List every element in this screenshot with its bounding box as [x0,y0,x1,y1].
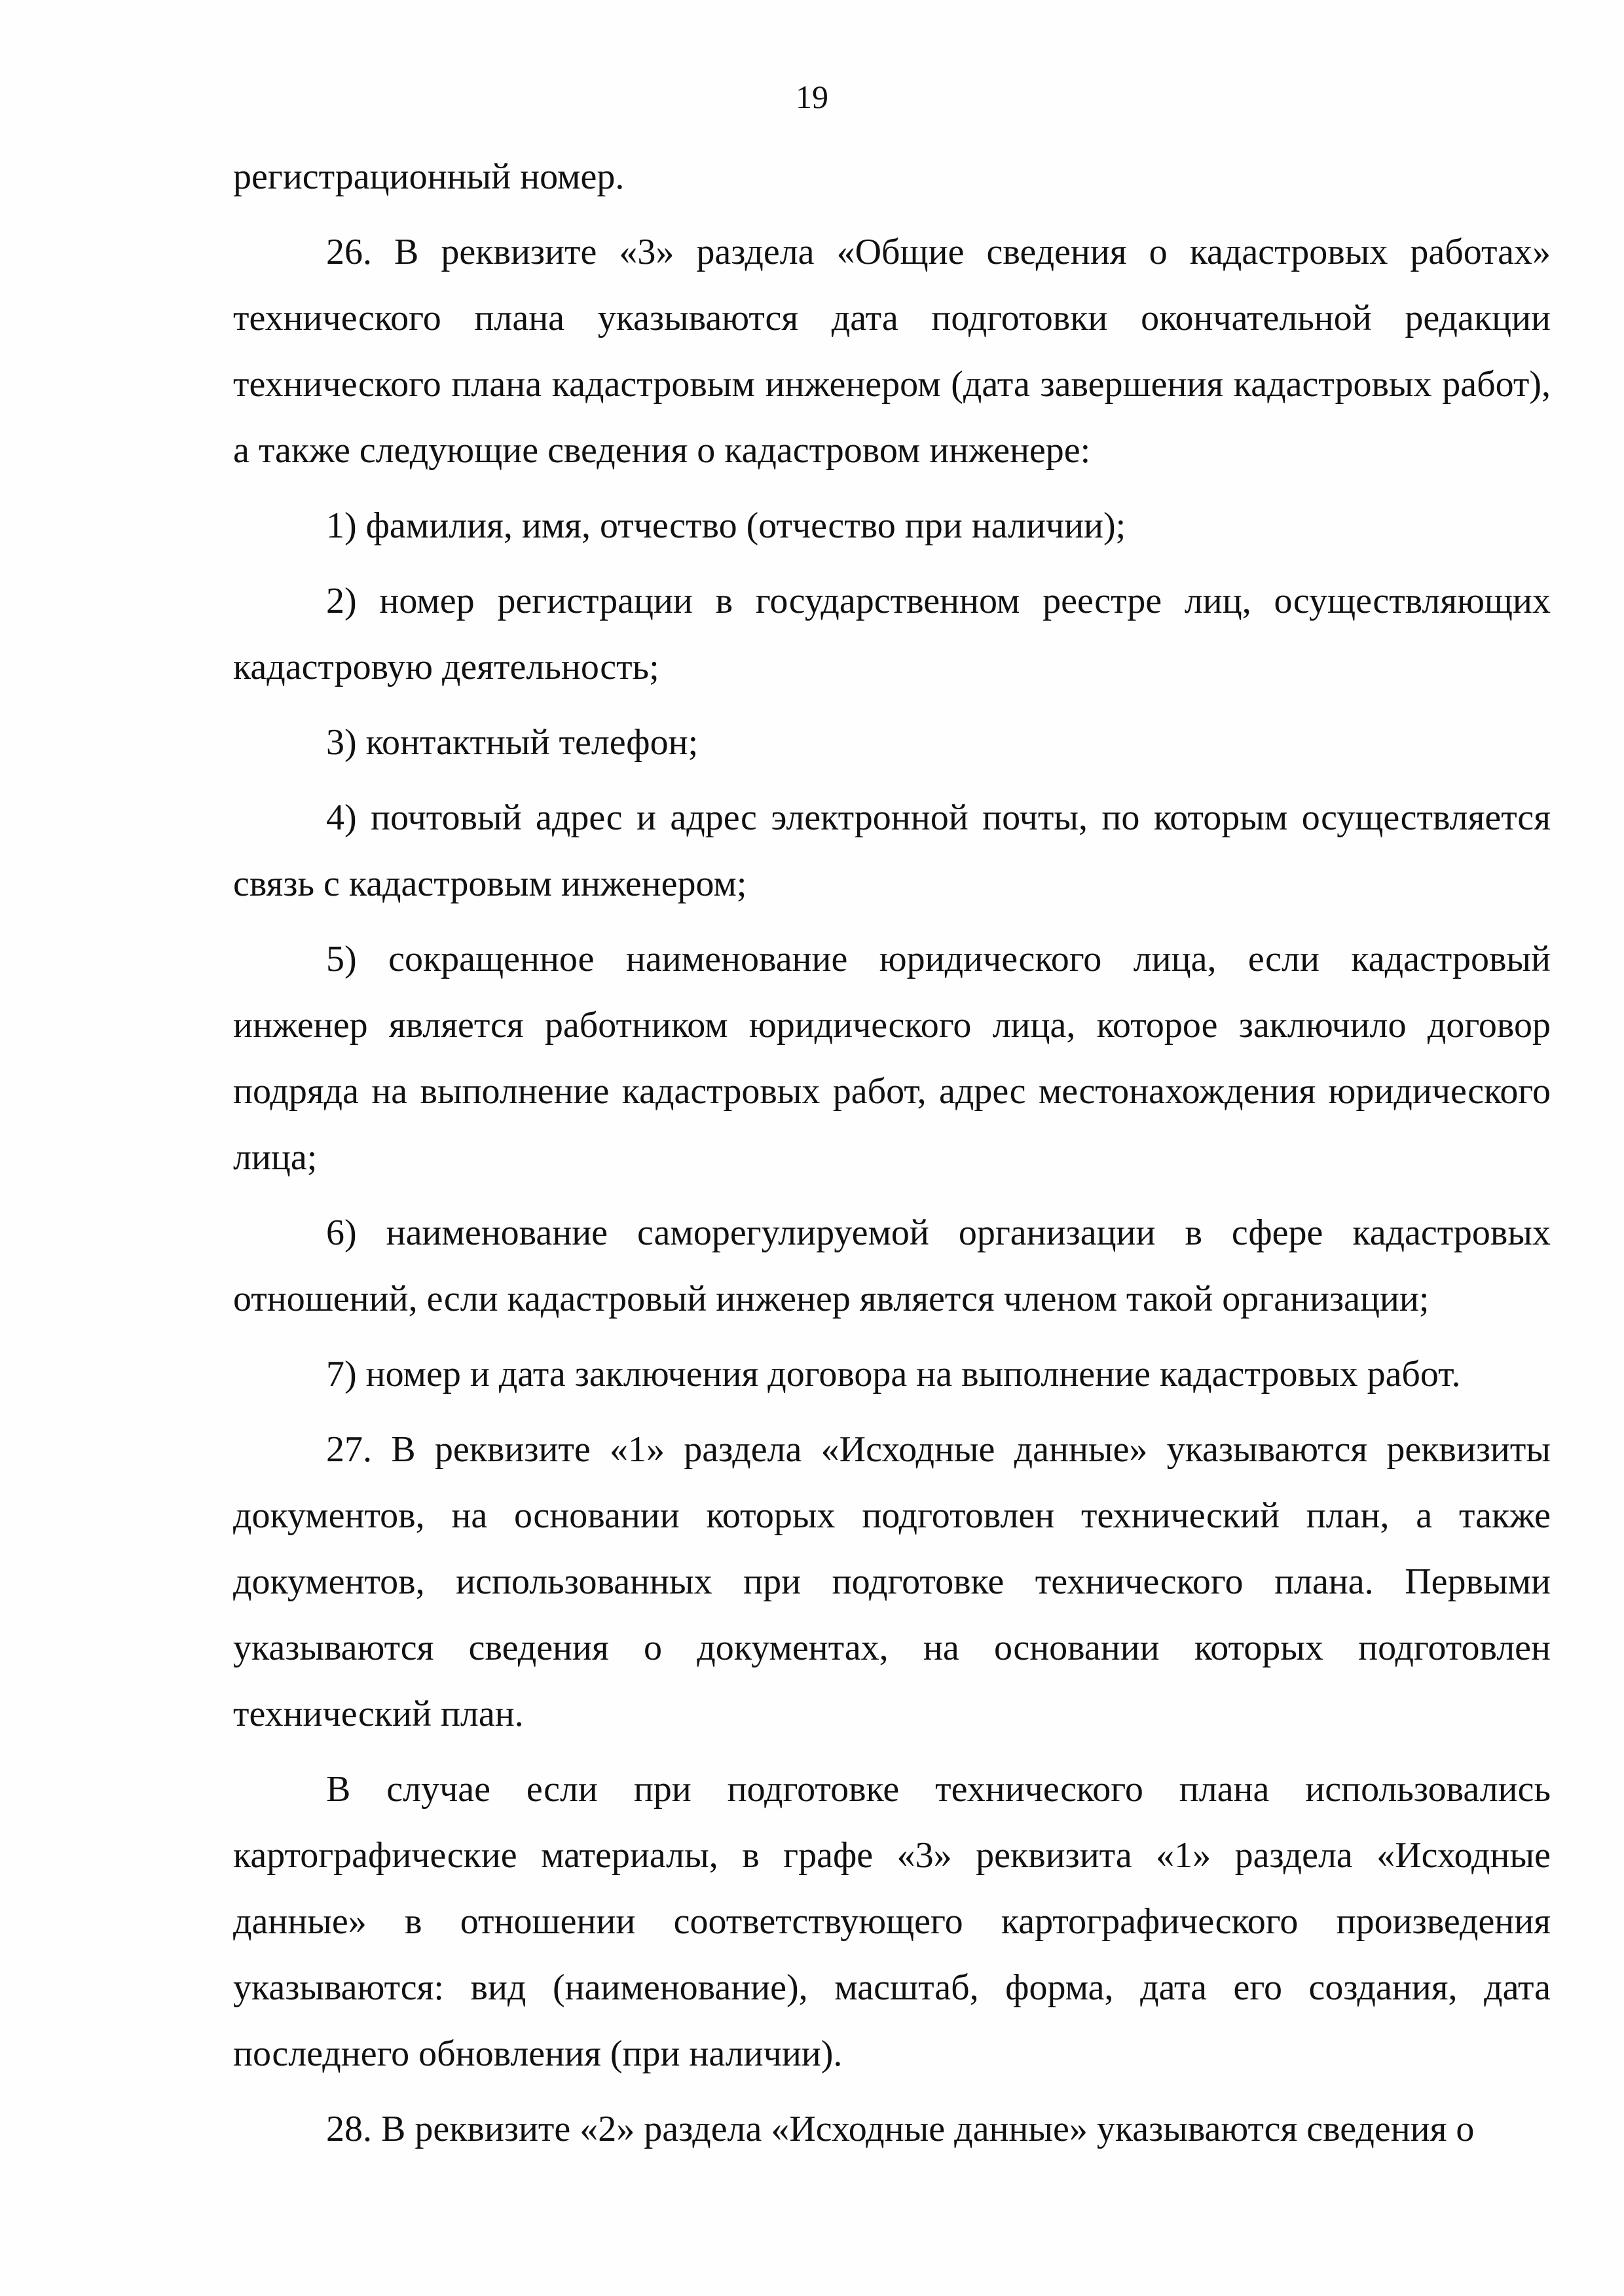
list-item-6: 6) наименование саморегулируемой организации в сфере кадастровых отношений, если кадастровый инженер является членом такой организации; [233,1212,1551,1319]
paragraph-26: 26. В реквизите «3» раздела «Общие сведения о кадастровых работах» технического плана указываются дата подготовки окончательной редакции технического плана кадастровым инженером (дата завершения кадастровых работ), а также следующие сведения о кадастровом инженере: [233,232,1551,471]
paragraph-continuation: регистрационный номер. [233,156,625,197]
list-item-4: 4) почтовый адрес и адрес электронной почты, по которым осуществляется связь с кадастровым инженером; [233,797,1551,904]
list-item-5: 5) сокращенное наименование юридического лица, если кадастровый инженер является работником юридического лица, которое заключило договор подряда на выполнение кадастровых работ, адрес местонахождения юридического лица; [233,939,1551,1178]
paragraph-cartographic: В случае если при подготовке технического плана использовались картографические материалы, в графе «3» реквизита «1» раздела «Исходные данные» в отношении соответствующего картографического произведения указываются: вид (наименование), масштаб, форма, дата его создания, дата последнего обновления (при наличии). [233,1769,1551,2074]
document-body [233,144,1551,2162]
paragraph-28: 28. В реквизите «2» раздела «Исходные данные» указываются сведения о [326,2109,1475,2149]
list-item-7: 7) номер и дата заключения договора на выполнение кадастровых работ. [326,1354,1461,1394]
list-item-1: 1) фамилия, имя, отчество (отчество при наличии); [326,505,1126,546]
list-item-2: 2) номер регистрации в государственном реестре лиц, осуществляющих кадастровую деятельность; [233,581,1551,687]
page-number: 19 [796,79,828,115]
paragraph-27: 27. В реквизите «1» раздела «Исходные данные» указываются реквизиты документов, на основании которых подготовлен технический план, а также документов, использованных при подготовке технического плана. Первыми указываются сведения о документах, на основании которых подготовлен технический план. [233,1429,1551,1734]
list-item-3: 3) контактный телефон; [326,722,699,763]
